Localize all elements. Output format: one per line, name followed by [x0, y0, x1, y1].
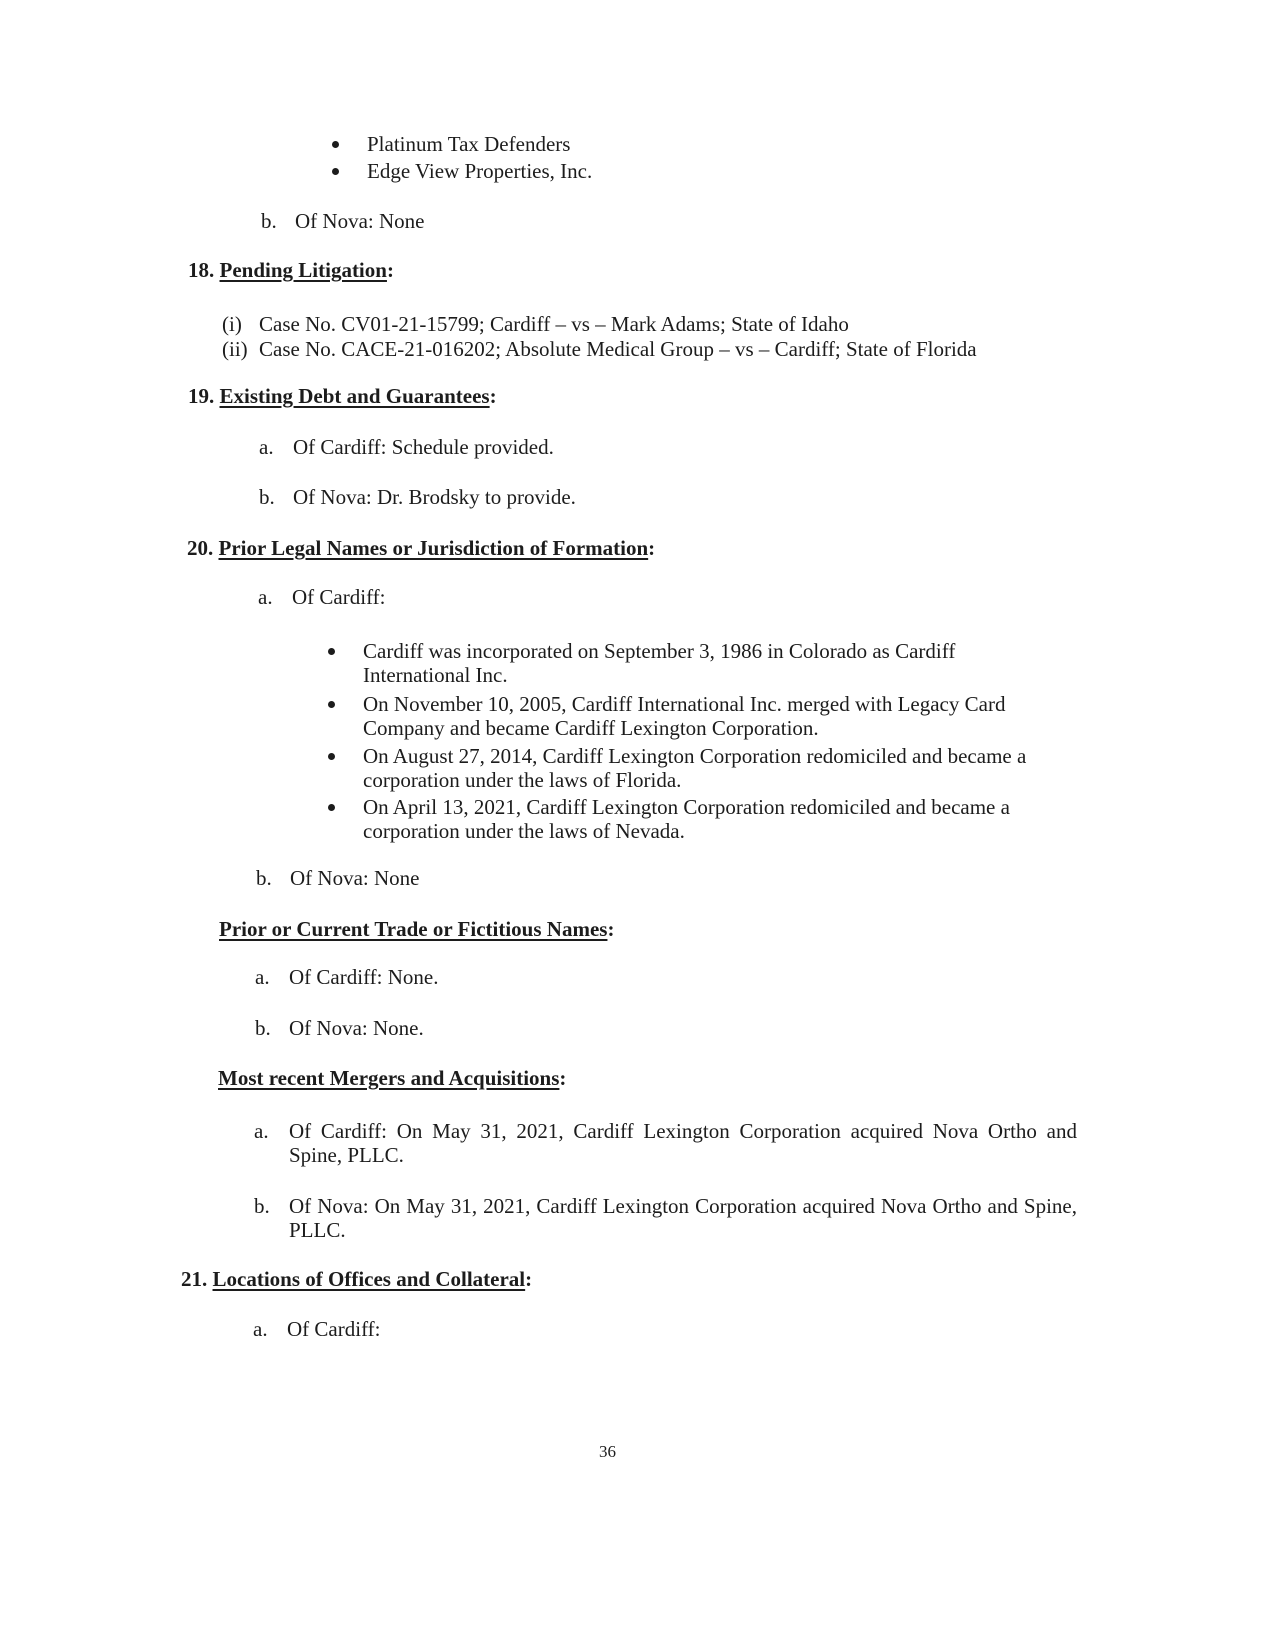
item-label: a. — [255, 965, 270, 989]
section-number: 21. — [181, 1267, 208, 1291]
item-label: a. — [253, 1317, 268, 1341]
litigation-item: Case No. CACE-21-016202; Absolute Medical Group – vs – Cardiff; State of Florida — [259, 337, 977, 361]
section-title: Most recent Mergers and Acquisitions — [218, 1066, 560, 1090]
item-label: a. — [254, 1119, 269, 1143]
list-item: Platinum Tax Defenders — [367, 132, 571, 156]
list-item: On August 27, 2014, Cardiff Lexington Corporation redomiciled and became a corporation under the laws of Florida. — [363, 744, 1073, 792]
section-title: Existing Debt and Guarantees — [219, 384, 490, 408]
section-heading-21: 21. Locations of Offices and Collateral: — [181, 1267, 533, 1291]
item-label: b. — [259, 485, 275, 509]
item-text: Of Cardiff: — [287, 1317, 381, 1341]
section-title: Prior Legal Names or Jurisdiction of Formation — [218, 536, 649, 560]
item-text: Of Nova: None. — [289, 1016, 424, 1040]
item-label: b. — [255, 1016, 271, 1040]
item-label: (ii) — [222, 337, 248, 361]
item-text: Of Nova: None — [295, 209, 425, 233]
section-title: Prior or Current Trade or Fictitious Names — [219, 917, 608, 941]
subsection-heading-trade-names: Prior or Current Trade or Fictitious Names: — [219, 917, 615, 941]
section-title: Pending Litigation — [219, 258, 387, 282]
list-item: On November 10, 2005, Cardiff International Inc. merged with Legacy Card Company and became Cardiff Lexington Corporation. — [363, 692, 1043, 740]
list-item: Cardiff was incorporated on September 3, 1986 in Colorado as Cardiff International Inc. — [363, 639, 993, 687]
item-text: Of Nova: Dr. Brodsky to provide. — [293, 485, 576, 509]
section-number: 19. — [188, 384, 215, 408]
section-heading-19: 19. Existing Debt and Guarantees: — [188, 384, 497, 408]
section-title: Locations of Offices and Collateral — [212, 1267, 526, 1291]
item-label: b. — [254, 1194, 270, 1218]
item-text: Of Cardiff: Schedule provided. — [293, 435, 554, 459]
item-text: Of Nova: On May 31, 2021, Cardiff Lexington Corporation acquired Nova Ortho and Spine, PLLC. — [289, 1194, 1077, 1242]
item-text: Of Nova: None — [290, 866, 420, 890]
item-text: Of Cardiff: — [292, 585, 386, 609]
section-heading-18: 18. Pending Litigation: — [188, 258, 394, 282]
item-label: a. — [259, 435, 274, 459]
item-text: Of Cardiff: On May 31, 2021, Cardiff Lexington Corporation acquired Nova Ortho and Spine, PLLC. — [289, 1119, 1077, 1167]
list-item: Edge View Properties, Inc. — [367, 159, 593, 183]
section-number: 20. — [187, 536, 214, 560]
item-label: (i) — [222, 312, 242, 336]
list-item: On April 13, 2021, Cardiff Lexington Corporation redomiciled and became a corporation under the laws of Nevada. — [363, 795, 1053, 843]
subsection-heading-mergers: Most recent Mergers and Acquisitions: — [218, 1066, 567, 1090]
item-label: a. — [258, 585, 273, 609]
item-label: b. — [261, 209, 277, 233]
item-text: Of Cardiff: None. — [289, 965, 439, 989]
section-heading-20: 20. Prior Legal Names or Jurisdiction of Formation: — [187, 536, 656, 560]
section-number: 18. — [188, 258, 215, 282]
item-label: b. — [256, 866, 272, 890]
page-number: 36 — [599, 1442, 616, 1461]
litigation-item: Case No. CV01-21-15799; Cardiff – vs – Mark Adams; State of Idaho — [259, 312, 849, 336]
